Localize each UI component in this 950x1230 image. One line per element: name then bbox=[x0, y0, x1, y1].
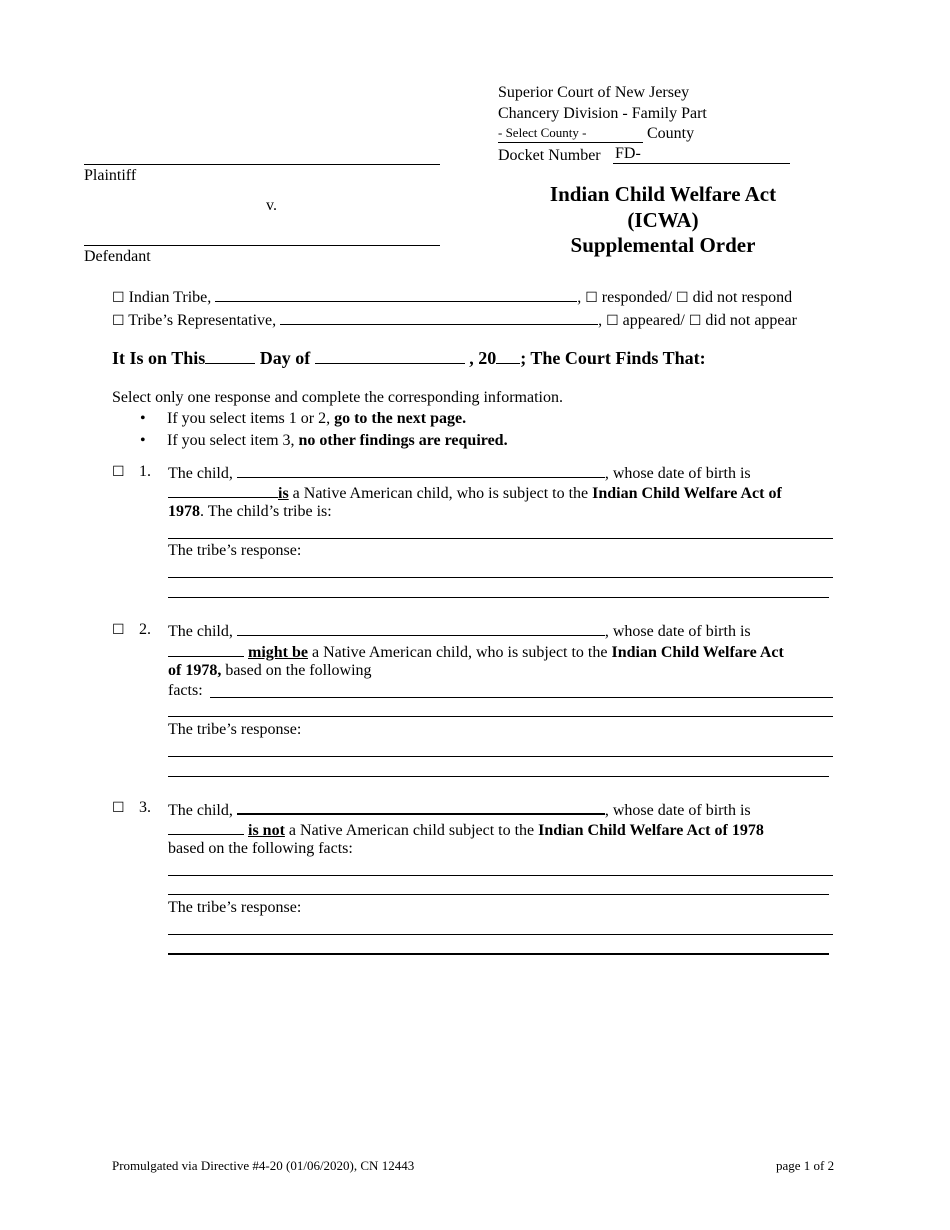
did-not-appear-label: did not appear bbox=[705, 312, 797, 329]
page-title-abbrev: (ICWA) bbox=[627, 208, 699, 232]
item1-status: is bbox=[278, 485, 289, 502]
plaintiff-line[interactable] bbox=[84, 164, 440, 165]
item1-rest: a Native American child, who is subject to the bbox=[292, 485, 589, 502]
footer-directive: Promulgated via Directive #4-20 (01/06/2020), CN 12443 bbox=[112, 1158, 415, 1173]
item2-dob-field[interactable] bbox=[168, 642, 244, 657]
appeared-checkbox[interactable]: ☐ bbox=[606, 313, 619, 329]
responded-checkbox[interactable]: ☐ bbox=[585, 290, 598, 306]
docket-underline bbox=[613, 163, 790, 164]
item1-response-line-2[interactable] bbox=[168, 597, 829, 598]
item3-facts-line-1[interactable] bbox=[168, 875, 833, 876]
instructions-list bbox=[112, 408, 508, 452]
month-field[interactable] bbox=[315, 348, 465, 364]
item3-rest: a Native American child subject to the bbox=[288, 822, 535, 839]
item2-facts-label: facts: bbox=[168, 682, 203, 699]
year-field[interactable] bbox=[496, 348, 520, 364]
item3-status: is not bbox=[248, 822, 285, 839]
instruction-bullet-1 bbox=[112, 408, 508, 430]
item1-child-label: The child, bbox=[168, 465, 233, 482]
court-name: Superior Court of New Jersey bbox=[498, 84, 690, 101]
item2-checkbox[interactable]: ☐ bbox=[112, 622, 125, 638]
item2-facts-line-1[interactable] bbox=[210, 697, 833, 698]
item3-child-name-field[interactable] bbox=[237, 799, 605, 815]
item2-line1 bbox=[168, 621, 751, 641]
bullet2-text: If you select item 3, bbox=[167, 432, 295, 449]
item2-dob-label: , whose date of birth is bbox=[604, 623, 751, 640]
item1-child-name-field[interactable] bbox=[237, 463, 605, 478]
item1-number: 1. bbox=[139, 463, 151, 480]
bullet-dot: • bbox=[140, 432, 146, 449]
item1-checkbox[interactable]: ☐ bbox=[112, 464, 125, 480]
item2-response-line-2[interactable] bbox=[168, 776, 829, 777]
item3-dob-label: , whose date of birth is bbox=[604, 802, 751, 819]
representative-label: Tribe’s Representative, bbox=[128, 312, 277, 329]
item2-line2 bbox=[168, 642, 784, 662]
county-select-underline bbox=[498, 142, 643, 143]
item2-act: Indian Child Welfare Act bbox=[611, 644, 784, 661]
item3-line1 bbox=[168, 799, 751, 820]
item3-dob-field[interactable] bbox=[168, 820, 244, 835]
representative-line: ☐ Tribe’s Representative, , ☐ appeared/ ☐ did not appear bbox=[112, 312, 797, 329]
item2-tail: based on the following bbox=[225, 662, 372, 679]
item3-facts-line-2[interactable] bbox=[168, 894, 829, 895]
bullet-dot: • bbox=[140, 410, 146, 427]
plaintiff-label: Plaintiff bbox=[84, 167, 137, 184]
item2-response-label: The tribe’s response: bbox=[168, 721, 302, 738]
tribe-name-field[interactable] bbox=[215, 287, 577, 302]
did-not-respond-checkbox[interactable]: ☐ bbox=[676, 290, 689, 306]
court-finds-part4: ; The Court Finds That: bbox=[520, 348, 706, 368]
court-division: Chancery Division - Family Part bbox=[498, 105, 707, 122]
did-not-respond-label: did not respond bbox=[692, 289, 793, 306]
item1-dob-label: , whose date of birth is bbox=[604, 465, 751, 482]
item2-rest: a Native American child, who is subject to the bbox=[312, 644, 608, 661]
defendant-line[interactable] bbox=[84, 245, 440, 246]
docket-label: Docket Number bbox=[498, 147, 601, 164]
bullet1-bold: go to the next page. bbox=[334, 410, 467, 427]
item1-line3 bbox=[168, 503, 332, 521]
page-title: Indian Child Welfare Act bbox=[549, 182, 777, 206]
page-subtitle: Supplemental Order bbox=[570, 233, 756, 257]
item1-line1 bbox=[168, 463, 751, 483]
day-field[interactable] bbox=[205, 348, 255, 364]
court-finds-part3: , 20 bbox=[469, 348, 497, 368]
item1-act: Indian Child Welfare Act of bbox=[592, 485, 782, 502]
docket-number-field[interactable]: FD- bbox=[615, 145, 641, 162]
court-finds-line bbox=[112, 348, 706, 369]
representative-checkbox[interactable]: ☐ bbox=[112, 313, 125, 329]
item3-response-label: The tribe’s response: bbox=[168, 899, 302, 916]
item2-line3 bbox=[168, 662, 372, 680]
did-not-appear-checkbox[interactable]: ☐ bbox=[688, 313, 702, 329]
versus-label: v. bbox=[266, 197, 277, 214]
item1-tribe-label: . The child’s tribe is: bbox=[200, 503, 332, 520]
item1-tribe-field[interactable] bbox=[168, 538, 833, 539]
court-finds-part2: Day of bbox=[259, 348, 311, 368]
representative-name-field[interactable] bbox=[280, 310, 598, 325]
item3-tail: based on the following facts: bbox=[168, 840, 353, 857]
item1-line2 bbox=[168, 483, 782, 503]
item2-facts-line-2[interactable] bbox=[168, 716, 833, 717]
tribe-line: ☐ Indian Tribe, , ☐ responded/ ☐ did not respond bbox=[112, 289, 793, 306]
tribe-label: Indian Tribe, bbox=[128, 289, 212, 306]
item2-response-line-1[interactable] bbox=[168, 756, 833, 757]
item3-child-label: The child, bbox=[168, 802, 233, 819]
appeared-label: appeared/ bbox=[622, 312, 685, 329]
item2-status: might be bbox=[248, 644, 308, 661]
defendant-label: Defendant bbox=[84, 248, 151, 265]
instruction-bullet-2 bbox=[112, 430, 508, 452]
item2-child-name-field[interactable] bbox=[237, 621, 605, 636]
item3-response-line-1[interactable] bbox=[168, 934, 833, 935]
item3-checkbox[interactable]: ☐ bbox=[112, 800, 125, 816]
bullet1-text: If you select items 1 or 2, bbox=[167, 410, 331, 427]
bullet2-bold: no other findings are required. bbox=[298, 432, 508, 449]
item1-act-year: 1978 bbox=[168, 503, 200, 520]
tribe-checkbox[interactable]: ☐ bbox=[112, 290, 125, 306]
item2-number: 2. bbox=[139, 621, 151, 638]
item3-line2 bbox=[168, 820, 764, 840]
item1-response-label: The tribe’s response: bbox=[168, 542, 302, 559]
instructions-text: Select only one response and complete the corresponding information. bbox=[112, 389, 563, 406]
item2-act-year: of 1978, bbox=[168, 662, 222, 679]
item2-child-label: The child, bbox=[168, 623, 233, 640]
county-select[interactable]: - Select County - bbox=[498, 125, 587, 140]
item3-response-line-2[interactable] bbox=[168, 953, 829, 955]
county-label: County bbox=[647, 125, 695, 142]
court-finds-part1: It Is on This bbox=[112, 348, 206, 368]
page-number: page 1 of 2 bbox=[776, 1158, 835, 1173]
item3-number: 3. bbox=[139, 799, 151, 816]
item1-response-line-1[interactable] bbox=[168, 577, 833, 578]
item3-act: Indian Child Welfare Act of 1978 bbox=[538, 822, 764, 839]
item1-dob-field[interactable] bbox=[168, 483, 278, 498]
responded-label: responded/ bbox=[601, 289, 672, 306]
